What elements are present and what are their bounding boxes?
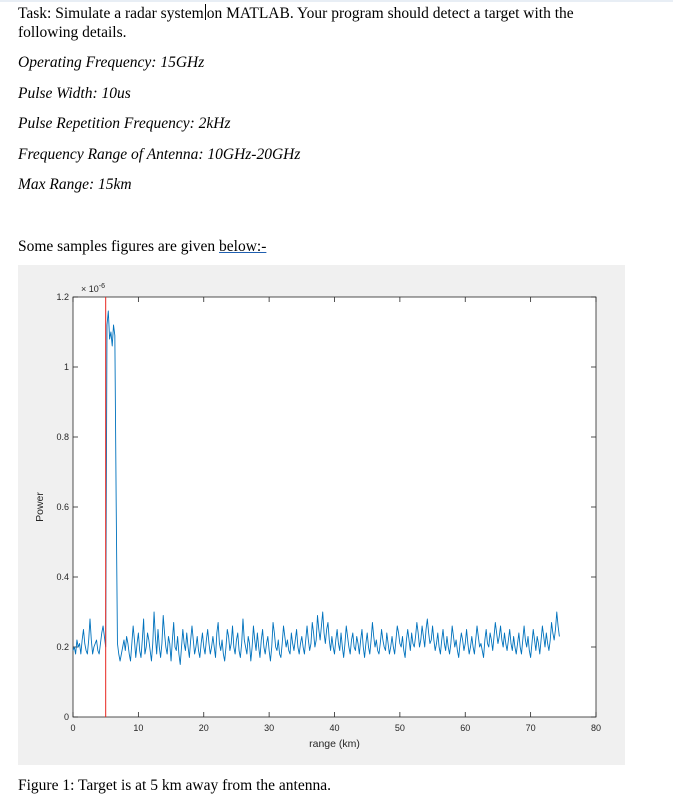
- text-cursor: [205, 4, 206, 20]
- figure-caption: Figure 1: Target is at 5 km away from the antenna.: [18, 777, 331, 794]
- page-top-border: [0, 0, 673, 2]
- y-tick-label: 0.4: [56, 572, 69, 582]
- detail-prf: Pulse Repetition Frequency: 2kHz: [18, 115, 231, 132]
- x-tick-label: 80: [590, 723, 602, 733]
- x-tick-label: 70: [525, 723, 536, 733]
- x-tick-label: 60: [460, 723, 471, 733]
- x-tick-label: 40: [329, 723, 340, 733]
- task-heading: Task: Simulate a radar system on MATLAB. Your program should detect a target with the: [18, 5, 574, 22]
- x-tick-label: 20: [198, 723, 209, 733]
- y-tick-label: 0.2: [56, 642, 69, 652]
- detail-pulse-width: Pulse Width: 10us: [18, 85, 131, 102]
- detail-max-range: Max Range: 15km: [18, 176, 132, 193]
- y-exponent-power: -6: [98, 283, 106, 290]
- below-link[interactable]: below:-: [219, 238, 267, 255]
- y-tick-label: 0.6: [56, 502, 69, 512]
- radar-power-chart: [18, 265, 625, 765]
- x-tick-label: 50: [394, 723, 405, 733]
- y-tick-label: 1.2: [56, 292, 69, 302]
- detail-frequency-range: Frequency Range of Antenna: 10GHz-20GHz: [18, 146, 301, 163]
- x-tick-label: 30: [264, 723, 275, 733]
- x-tick-label: 0: [70, 723, 76, 733]
- x-tick-label: 10: [133, 723, 144, 733]
- detail-operating-frequency: Operating Frequency: 15GHz: [18, 54, 205, 71]
- samples-intro: Some samples figures are given below:-: [18, 238, 267, 255]
- y-exponent-label: × $10^{-6}$: [81, 283, 106, 294]
- task-heading-cont: following details.: [18, 24, 127, 41]
- y-axis-label: Power: [34, 492, 46, 522]
- y-tick-label: 0.8: [56, 432, 69, 442]
- x-axis-label: range (km): [309, 738, 360, 750]
- y-tick-label: 1: [63, 362, 69, 372]
- figure-panel: [18, 265, 625, 765]
- y-tick-label: 0: [63, 712, 69, 722]
